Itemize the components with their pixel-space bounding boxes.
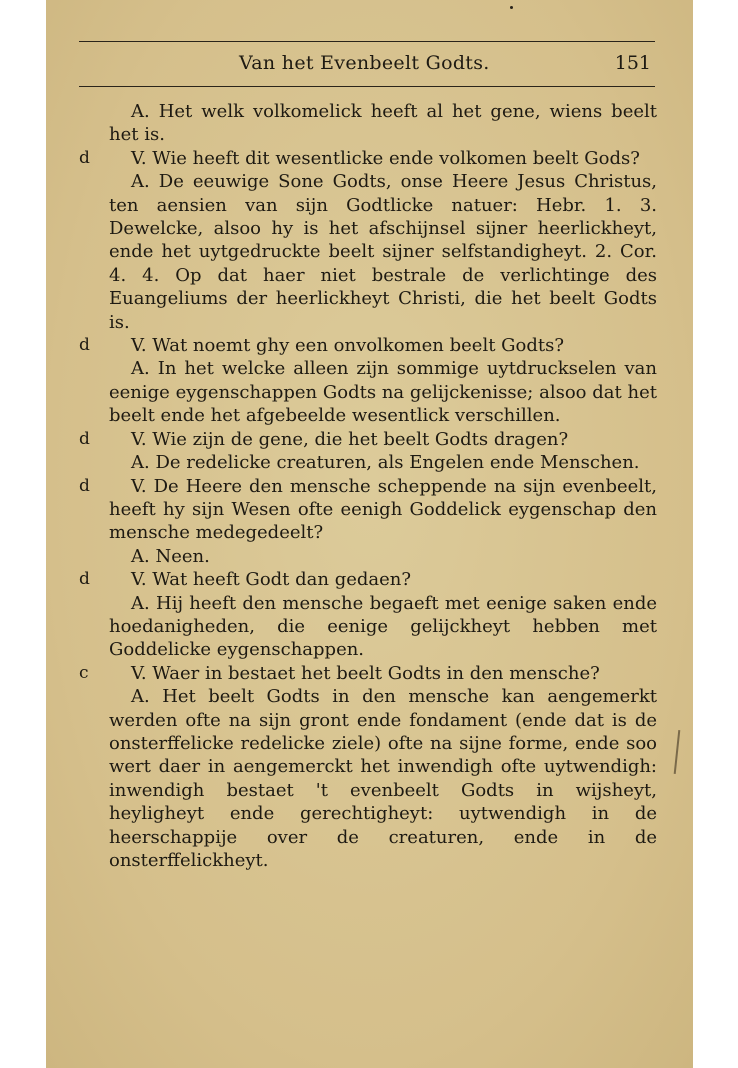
page-body	[46, 100, 693, 872]
header-rule-bottom	[79, 86, 655, 87]
paragraph	[109, 685, 657, 872]
book-page	[46, 0, 693, 1068]
margin-marker: c	[79, 662, 89, 683]
paragraph	[109, 170, 657, 334]
paragraph	[79, 662, 657, 685]
margin-marker: d	[79, 335, 90, 356]
margin-marker: d	[79, 147, 90, 168]
paragraph-text: A. Het welk volkomelick heeft al het gene, wiens beelt het is.	[109, 101, 657, 146]
paragraph	[109, 100, 657, 147]
header-rule-top	[79, 41, 655, 42]
paragraph-text: A. Neen.	[131, 545, 210, 567]
ink-speck	[510, 6, 513, 9]
margin-marker: d	[79, 475, 90, 496]
paragraph	[109, 592, 657, 662]
paragraph-text: V. Wie zijn de gene, die het beelt Godts dragen?	[131, 428, 569, 450]
paragraph-text: A. In het welcke alleen zijn sommige uytdruckselen van eenige eygenschappen Godts na gelijckenisse; alsoo dat het beelt ende het afgebeelde wesentlick verschillen.	[109, 358, 657, 427]
paragraph-text: V. Wat heeft Godt dan gedaen?	[131, 569, 412, 591]
paragraph-text: A. De eeuwige Sone Godts, onse Heere Jesus Christus, ten aensien van sijn Godtlicke natuer: Hebr. 1. 3. Dewelcke, alsoo hy is het afschijnsel sijner heerlickheyt, ende het uytgedruckte beelt sijner selfstandigheyt. 2. Cor. 4. 4. Op dat haer niet bestrale de verlichtinge des Euangeliums der heerlickheyt Christi, die het beelt Godts is.	[109, 171, 657, 333]
paragraph	[79, 334, 657, 357]
paragraph	[79, 568, 657, 591]
paragraph-text: V. Wat noemt ghy een onvolkomen beelt Godts?	[131, 335, 565, 357]
paragraph-text: V. Wie heeft dit wesentlicke ende volkomen beelt Gods?	[131, 147, 640, 169]
paragraph	[79, 428, 657, 451]
margin-marker: d	[79, 569, 90, 590]
page-number: 151	[614, 52, 651, 74]
paragraph	[79, 147, 657, 170]
paragraph-text: A. Hij heeft den mensche begaeft met eenige saken ende hoedanigheden, die eenige gelijckheyt hebben met Goddelicke eygenschappen.	[109, 592, 657, 661]
paragraph	[79, 475, 657, 545]
paragraph	[109, 451, 657, 474]
paragraph	[109, 357, 657, 427]
paragraph-text: A. De redelicke creaturen, als Engelen ende Menschen.	[131, 452, 640, 474]
margin-marker: d	[79, 428, 90, 449]
paragraph-text: V. De Heere den mensche scheppende na sijn evenbeelt, heeft hy sijn Wesen ofte eenigh Goddelick eygenschap den mensche medegedeelt?	[109, 475, 657, 544]
paragraph	[109, 545, 657, 568]
paragraph-text: A. Het beelt Godts in den mensche kan aengemerkt werden ofte na sijn gront ende fondament (ende dat is de onsterffelicke redelicke ziele) ofte na sijne forme, ende soo wert daer in aengemerckt het inwendigh ofte uytwendigh: inwendigh bestaet 't evenbeelt Godts in wijsheyt, heyligheyt ende gerechtigheyt: uytwendigh in de heerschappije over de creaturen, ende in de onsterffelickheyt.	[109, 686, 657, 871]
running-head	[79, 52, 655, 80]
running-title: Van het Evenbeelt Godts.	[239, 52, 490, 74]
paragraph-text: V. Waer in bestaet het beelt Godts in den mensche?	[131, 662, 600, 684]
